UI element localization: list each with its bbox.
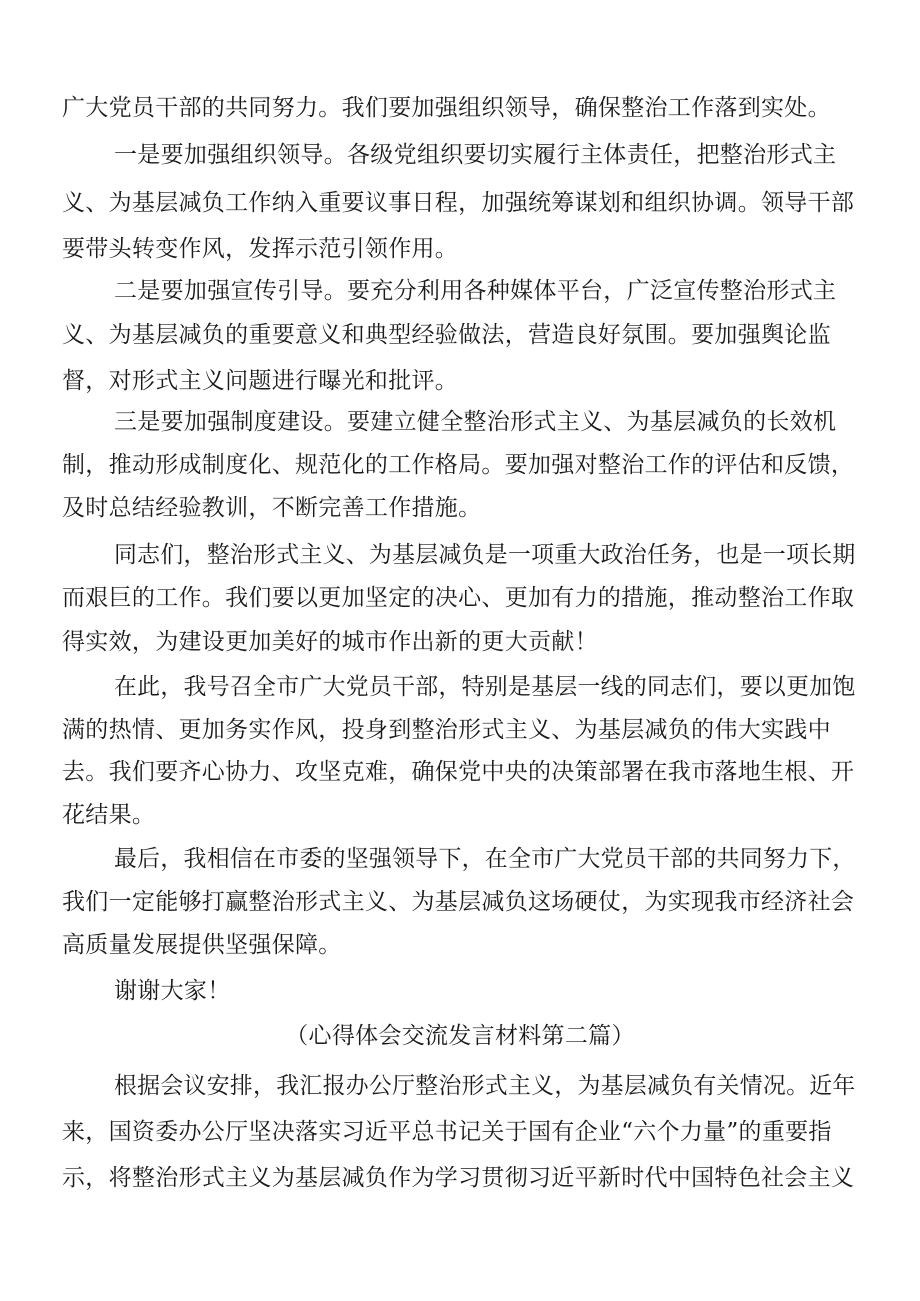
- line-text: 二是要加强宣传引导。要充分利用各种媒体平台，广泛宣传整治形式主: [114, 278, 837, 304]
- line-text: 义、为基层减负的重要意义和典型经验做法，营造良好氛围。要加强舆论监: [62, 322, 831, 348]
- line-text: 最后，我相信在市委的坚强领导下，在全市广大党员干部的共同努力下，: [114, 846, 856, 872]
- text-line: [0, 361, 920, 401]
- section-title: [0, 1016, 920, 1056]
- text-line: [0, 622, 920, 662]
- line-text: 一是要加强组织领导。各级党组织要切实履行主体责任，把整治形式主: [114, 142, 837, 168]
- text-line: [0, 710, 920, 750]
- line-text: 同志们，整治形式主义、为基层减负是一项重大政治任务，也是一项长期: [114, 542, 856, 568]
- line-text: 我们一定能够打赢整治形式主义、为基层减负这场硬仗，为实现我市经济社会: [62, 889, 855, 915]
- paragraph-first-line: [0, 535, 920, 575]
- text-line: [0, 183, 920, 223]
- line-text: 及时总结经验教训，不断完善工作措施。: [62, 495, 482, 521]
- line-text: 花结果。: [62, 802, 156, 828]
- line-text: 高质量发展提供坚强保障。: [62, 932, 342, 958]
- paragraph-first-line: [0, 135, 920, 175]
- line-text: 制，推动形成制度化、规范化的工作格局。要加强对整治工作的评估和反馈，: [62, 452, 855, 478]
- line-text: 三是要加强制度建设。要建立健全整治形式主义、为基层减负的长效机: [114, 409, 837, 435]
- line-text: 要带头转变作风，发挥示范引领作用。: [62, 236, 459, 262]
- text-line: [0, 229, 920, 269]
- text-line: [0, 752, 920, 792]
- line-text: 来，国资委办公厅坚决落实习近平总书记关于国有企业“六个力量”的重要指: [62, 1119, 832, 1145]
- closing-line: [0, 971, 920, 1011]
- text-line: [0, 1112, 920, 1152]
- line-text: 满的热情、更加务实作风，投身到整治形式主义、为基层减负的伟大实践中: [62, 717, 831, 743]
- line-text: 义、为基层减负工作纳入重要议事日程，加强统筹谋划和组织协调。领导干部: [62, 190, 855, 216]
- line-text: 督，对形式主义问题进行曝光和批评。: [62, 368, 459, 394]
- paragraph-first-line: [0, 667, 920, 707]
- paragraph-first-line: [0, 402, 920, 442]
- line-text: 得实效，为建设更加美好的城市作出新的更大贡献！: [62, 629, 598, 655]
- text-line: [0, 88, 920, 128]
- line-text: 去。我们要齐心协力、攻坚克难，确保党中央的决策部署在我市落地生根、开: [62, 759, 855, 785]
- paragraph-first-line: [0, 1066, 920, 1106]
- text-line: [0, 795, 920, 835]
- text-line: [0, 925, 920, 965]
- line-text: 示，将整治形式主义为基层减负作为学习贯彻习近平新时代中国特色社会主义: [62, 1165, 855, 1191]
- text-line: [0, 488, 920, 528]
- text-line: [0, 882, 920, 922]
- paragraph-first-line: [0, 271, 920, 311]
- text-line: [0, 445, 920, 485]
- line-text: 谢谢大家！: [114, 978, 231, 1004]
- section-title-text: （心得体会交流发言材料第二篇）: [285, 1023, 635, 1049]
- line-text: 而艰巨的工作。我们要以更加坚定的决心、更加有力的措施，推动整治工作取: [62, 585, 855, 611]
- text-line: [0, 578, 920, 618]
- text-line: [0, 1158, 920, 1198]
- line-text: 在此，我号召全市广大党员干部，特别是基层一线的同志们，要以更加饱: [114, 674, 856, 700]
- line-text: 广大党员干部的共同努力。我们要加强组织领导，确保整治工作落到实处。: [62, 95, 831, 121]
- text-line: [0, 315, 920, 355]
- line-text: 根据会议安排，我汇报办公厅整治形式主义，为基层减负有关情况。近年: [114, 1073, 856, 1099]
- paragraph-first-line: [0, 839, 920, 879]
